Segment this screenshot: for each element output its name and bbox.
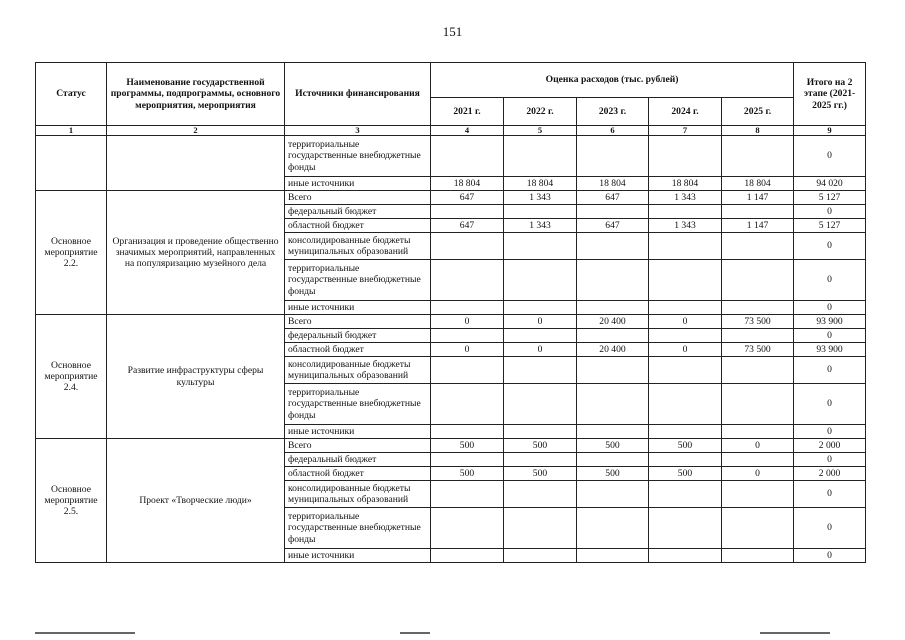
value-cell — [577, 425, 649, 439]
value-cell: 500 — [504, 439, 577, 453]
total-cell: 0 — [794, 549, 866, 563]
value-cell — [649, 481, 722, 508]
value-cell — [504, 384, 577, 425]
value-cell — [722, 301, 794, 315]
source-cell: консолидированные бюджеты муниципальных образований — [285, 481, 431, 508]
value-cell: 0 — [504, 343, 577, 357]
value-cell: 0 — [649, 343, 722, 357]
source-cell: федеральный бюджет — [285, 453, 431, 467]
value-cell: 0 — [431, 315, 504, 329]
value-cell — [504, 301, 577, 315]
total-cell: 5 127 — [794, 191, 866, 205]
value-cell — [722, 453, 794, 467]
status-cell: Основное мероприятие 2.4. — [36, 315, 107, 439]
column-number: 9 — [794, 126, 866, 136]
value-cell: 1 343 — [649, 191, 722, 205]
value-cell — [577, 260, 649, 301]
value-cell — [577, 508, 649, 549]
value-cell — [577, 205, 649, 219]
value-cell — [722, 136, 794, 177]
header-year: 2024 г. — [649, 98, 722, 126]
source-cell: территориальные государственные внебюджетные фонды — [285, 136, 431, 177]
value-cell — [722, 260, 794, 301]
total-cell: 0 — [794, 329, 866, 343]
value-cell — [431, 205, 504, 219]
value-cell — [431, 136, 504, 177]
value-cell — [431, 260, 504, 301]
value-cell — [504, 453, 577, 467]
source-cell: областной бюджет — [285, 219, 431, 233]
table-row — [36, 136, 866, 177]
total-cell: 0 — [794, 233, 866, 260]
value-cell — [722, 329, 794, 343]
total-cell: 2 000 — [794, 467, 866, 481]
value-cell — [722, 357, 794, 384]
value-cell — [649, 205, 722, 219]
source-cell: иные источники — [285, 301, 431, 315]
budget-table — [35, 62, 866, 563]
value-cell — [431, 301, 504, 315]
value-cell: 18 804 — [577, 177, 649, 191]
value-cell — [649, 357, 722, 384]
value-cell: 18 804 — [431, 177, 504, 191]
value-cell — [431, 425, 504, 439]
footer-rule — [760, 632, 830, 634]
value-cell — [649, 453, 722, 467]
total-cell: 0 — [794, 508, 866, 549]
total-cell: 0 — [794, 425, 866, 439]
value-cell: 20 400 — [577, 315, 649, 329]
value-cell — [577, 233, 649, 260]
column-number: 2 — [107, 126, 285, 136]
header-estimate: Оценка расходов (тыс. рублей) — [431, 63, 794, 98]
column-number: 5 — [504, 126, 577, 136]
value-cell: 1 147 — [722, 219, 794, 233]
total-cell: 0 — [794, 481, 866, 508]
total-cell: 93 900 — [794, 343, 866, 357]
footer-rule — [35, 632, 135, 634]
total-cell: 0 — [794, 453, 866, 467]
value-cell — [577, 481, 649, 508]
value-cell: 647 — [577, 191, 649, 205]
value-cell — [722, 384, 794, 425]
source-cell: консолидированные бюджеты муниципальных образований — [285, 233, 431, 260]
value-cell — [649, 233, 722, 260]
total-cell: 5 127 — [794, 219, 866, 233]
source-cell: федеральный бюджет — [285, 329, 431, 343]
value-cell — [577, 301, 649, 315]
value-cell: 647 — [431, 191, 504, 205]
status-cell: Основное мероприятие 2.2. — [36, 191, 107, 315]
value-cell: 18 804 — [504, 177, 577, 191]
value-cell — [504, 233, 577, 260]
value-cell — [722, 481, 794, 508]
value-cell — [649, 260, 722, 301]
source-cell: Всего — [285, 315, 431, 329]
source-cell: федеральный бюджет — [285, 205, 431, 219]
table-row — [36, 191, 866, 205]
value-cell — [431, 233, 504, 260]
value-cell — [577, 384, 649, 425]
column-number: 3 — [285, 126, 431, 136]
value-cell: 500 — [504, 467, 577, 481]
value-cell: 18 804 — [722, 177, 794, 191]
column-number: 8 — [722, 126, 794, 136]
header-year: 2023 г. — [577, 98, 649, 126]
value-cell: 500 — [431, 439, 504, 453]
header-program-name: Наименование государственной программы, подпрограммы, основного мероприятия, мероприятия — [107, 63, 285, 126]
total-cell: 94 020 — [794, 177, 866, 191]
value-cell: 500 — [649, 467, 722, 481]
column-number: 7 — [649, 126, 722, 136]
total-cell: 2 000 — [794, 439, 866, 453]
source-cell: иные источники — [285, 425, 431, 439]
value-cell — [504, 481, 577, 508]
value-cell: 20 400 — [577, 343, 649, 357]
value-cell — [431, 357, 504, 384]
value-cell — [577, 136, 649, 177]
name-cell — [107, 136, 285, 191]
value-cell — [504, 508, 577, 549]
value-cell — [722, 425, 794, 439]
value-cell — [504, 136, 577, 177]
source-cell: иные источники — [285, 177, 431, 191]
value-cell: 73 500 — [722, 315, 794, 329]
name-cell: Проект «Творческие люди» — [107, 439, 285, 563]
value-cell: 0 — [649, 315, 722, 329]
table-row — [36, 315, 866, 329]
value-cell — [649, 425, 722, 439]
column-number: 1 — [36, 126, 107, 136]
value-cell — [649, 508, 722, 549]
table-row — [36, 439, 866, 453]
total-cell: 0 — [794, 357, 866, 384]
name-cell: Развитие инфраструктуры сферы культуры — [107, 315, 285, 439]
value-cell — [649, 136, 722, 177]
value-cell — [431, 481, 504, 508]
source-cell: Всего — [285, 191, 431, 205]
value-cell — [649, 301, 722, 315]
total-cell: 0 — [794, 301, 866, 315]
column-number-row — [36, 126, 866, 136]
total-cell: 0 — [794, 260, 866, 301]
source-cell: территориальные государственные внебюджетные фонды — [285, 260, 431, 301]
value-cell — [649, 549, 722, 563]
value-cell: 0 — [431, 343, 504, 357]
value-cell: 0 — [504, 315, 577, 329]
column-number: 4 — [431, 126, 504, 136]
value-cell — [431, 329, 504, 343]
source-cell: территориальные государственные внебюджетные фонды — [285, 384, 431, 425]
value-cell — [722, 549, 794, 563]
source-cell: иные источники — [285, 549, 431, 563]
source-cell: Всего — [285, 439, 431, 453]
value-cell — [504, 205, 577, 219]
value-cell — [649, 384, 722, 425]
total-cell: 0 — [794, 205, 866, 219]
name-cell: Организация и проведение общественно значимых мероприятий, направленных на популяризацию музейного дела — [107, 191, 285, 315]
total-cell: 93 900 — [794, 315, 866, 329]
value-cell: 0 — [722, 439, 794, 453]
value-cell: 647 — [431, 219, 504, 233]
value-cell: 1 147 — [722, 191, 794, 205]
value-cell — [577, 453, 649, 467]
value-cell: 73 500 — [722, 343, 794, 357]
value-cell: 500 — [431, 467, 504, 481]
value-cell — [431, 453, 504, 467]
total-cell: 0 — [794, 384, 866, 425]
value-cell: 1 343 — [649, 219, 722, 233]
value-cell — [722, 205, 794, 219]
value-cell — [577, 329, 649, 343]
value-cell: 647 — [577, 219, 649, 233]
value-cell — [577, 549, 649, 563]
value-cell — [649, 329, 722, 343]
header-total: Итого на 2 этапе (2021-2025 гг.) — [794, 63, 866, 126]
header-year: 2021 г. — [431, 98, 504, 126]
value-cell — [504, 425, 577, 439]
value-cell: 0 — [722, 467, 794, 481]
header-status: Статус — [36, 63, 107, 126]
status-cell — [36, 136, 107, 191]
value-cell — [431, 508, 504, 549]
page-number: 151 — [442, 24, 463, 39]
value-cell — [504, 260, 577, 301]
value-cell — [431, 549, 504, 563]
value-cell — [504, 549, 577, 563]
value-cell: 1 343 — [504, 191, 577, 205]
source-cell: областной бюджет — [285, 467, 431, 481]
value-cell — [504, 329, 577, 343]
footer-rule — [400, 632, 430, 634]
value-cell: 500 — [649, 439, 722, 453]
source-cell: областной бюджет — [285, 343, 431, 357]
column-number: 6 — [577, 126, 649, 136]
header-sources: Источники финансирования — [285, 63, 431, 126]
value-cell — [504, 357, 577, 384]
total-cell: 0 — [794, 136, 866, 177]
value-cell — [722, 508, 794, 549]
header-year: 2025 г. — [722, 98, 794, 126]
status-cell: Основное мероприятие 2.5. — [36, 439, 107, 563]
header-year: 2022 г. — [504, 98, 577, 126]
value-cell: 18 804 — [649, 177, 722, 191]
value-cell — [577, 357, 649, 384]
value-cell: 1 343 — [504, 219, 577, 233]
source-cell: консолидированные бюджеты муниципальных образований — [285, 357, 431, 384]
source-cell: территориальные государственные внебюджетные фонды — [285, 508, 431, 549]
value-cell: 500 — [577, 467, 649, 481]
value-cell — [722, 233, 794, 260]
value-cell: 500 — [577, 439, 649, 453]
value-cell — [431, 384, 504, 425]
